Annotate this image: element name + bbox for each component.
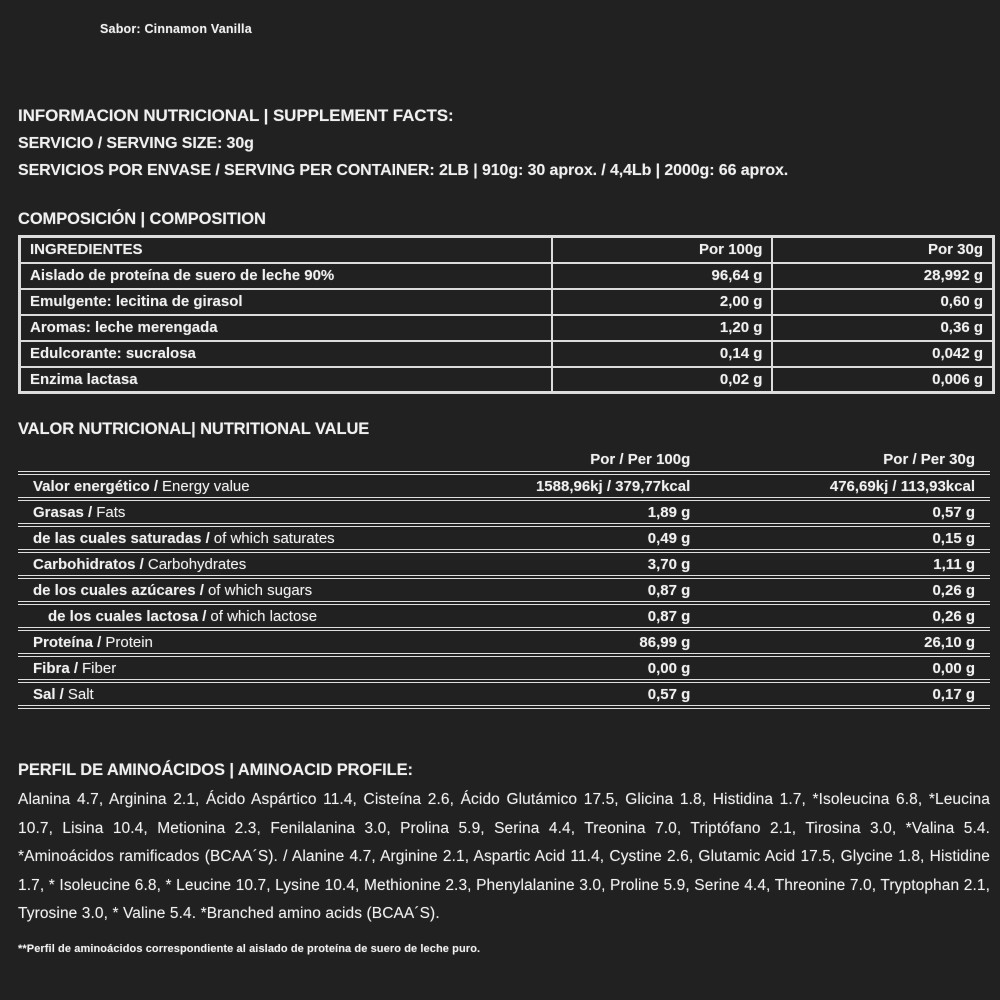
table-row (18, 499, 990, 525)
amino-profile-text: Alanina 4.7, Arginina 2.1, Ácido Aspártico 11.4, Cisteína 2.6, Ácido Glutámico 17.5, Glicina 1.8, Histidina 1.7, *Isoleucina 6.8, *Leucina 10.7, Lisina 10.4, Metionina 2.3, Fenilalanina 3.0, Prolina 5.9, Serina 4.4, Treonina 7.0, Triptófano 2.1, Tirosina 3.0, *Valina 5.4. *Aminoácidos ramificados (BCAA´S). / Alanine 4.7, Arginine 2.1, Aspartic Acid 11.4, Cystine 2.6, Glutamic Acid 17.5, Glycine 1.8, Histidine 1.7, * Isoleucine 6.8, * Leucine 10.7, Lysine 10.4, Methionine 2.3, Phenylalanine 3.0, Proline 5.9, Serine 4.4, Threonine 7.0, Tryptophan 2.1, Tyrosine 3.0, * Valine 5.4. *Branched amino acids (BCAA´S). (18, 791, 990, 922)
ingredient-per100: 0,14 g (552, 341, 772, 367)
nutrient-per100: 0,87 g (455, 577, 702, 603)
nutrient-per30: 0,15 g (702, 525, 990, 551)
nutrient-per100: 1,89 g (455, 499, 702, 525)
ingredient-name: Aislado de proteína de suero de leche 90% (20, 263, 553, 289)
per-100g-header: Por 100g (552, 237, 772, 263)
nutrient-name-en: Fiber (82, 659, 117, 677)
table-row (20, 341, 994, 367)
table-row (18, 551, 990, 577)
supplement-facts-title: INFORMACION NUTRICIONAL | SUPPLEMENT FACTS: (18, 106, 454, 125)
table-row (18, 629, 990, 655)
nutrient-per100: 0,87 g (455, 603, 702, 629)
per-30g-header: Por 30g (772, 237, 993, 263)
ingredient-name: Emulgente: lecitina de girasol (20, 289, 553, 315)
nutrient-name-en: Salt (67, 685, 94, 703)
ingredient-per100: 0,02 g (552, 367, 772, 393)
serving-size-line: SERVICIO / SERVING SIZE: 30g (18, 135, 254, 152)
nutrient-per100: 1588,96kj / 379,77kcal (455, 473, 702, 499)
nutrient-per30: 26,10 g (702, 629, 990, 655)
nutrient-per30: 0,26 g (702, 603, 990, 629)
nutrient-per30: 1,11 g (702, 551, 990, 577)
nutritional-value-table (18, 447, 990, 709)
nutrient-name-en: Fats (96, 503, 126, 521)
table-row (20, 315, 994, 341)
nutrient-per30: 0,57 g (702, 499, 990, 525)
flavor-line: Sabor: Cinnamon Vanilla (100, 22, 252, 36)
table-row (18, 525, 990, 551)
nutrient-name-es: de los cuales lactosa / (48, 607, 207, 625)
nutrient-per30: 476,69kj / 113,93kcal (702, 473, 990, 499)
nutrient-name-es: Valor energético / (33, 477, 159, 495)
nutrient-name-en: Carbohydrates (147, 555, 247, 573)
per-30g-header: Por / Per 30g (702, 447, 990, 473)
servings-per-container-line: SERVICIOS POR ENVASE / SERVING PER CONTAINER: 2LB | 910g: 30 aprox. / 4,4Lb | 2000g: 66 aprox. (18, 162, 789, 179)
ingredient-name: Aromas: leche merengada (20, 315, 553, 341)
nutrient-name-en: of which lactose (210, 607, 318, 625)
table-row (20, 367, 994, 393)
nutrient-per30: 0,26 g (702, 577, 990, 603)
nutrient-per100: 0,49 g (455, 525, 702, 551)
amino-profile-title: PERFIL DE AMINOÁCIDOS | AMINOACID PROFILE: (18, 761, 413, 779)
ingredient-per100: 2,00 g (552, 289, 772, 315)
per-100g-header: Por / Per 100g (455, 447, 702, 473)
nutrient-per100: 86,99 g (455, 629, 702, 655)
table-row (18, 603, 990, 629)
nutrient-name-en: Protein (105, 633, 153, 651)
composition-header-row (20, 237, 994, 263)
table-row (18, 577, 990, 603)
ingredient-per30: 0,006 g (772, 367, 993, 393)
nutrient-name-es: Proteína / (33, 633, 102, 651)
nutrient-name-en: of which sugars (207, 581, 313, 599)
nutrient-per30: 0,17 g (702, 681, 990, 707)
nutrient-per100: 3,70 g (455, 551, 702, 577)
nutrient-name-es: de las cuales saturadas / (33, 529, 210, 547)
table-row (20, 263, 994, 289)
ingredient-name: Enzima lactasa (20, 367, 553, 393)
nutrient-name-es: Fibra / (33, 659, 79, 677)
supplement-facts-section (18, 106, 990, 180)
amino-footnote: **Perfil de aminoácidos correspondiente al aislado de proteína de suero de leche puro. (18, 942, 481, 955)
ingredient-per30: 28,992 g (772, 263, 993, 289)
nutrient-name-en: Energy value (162, 477, 250, 495)
nutrient-per100: 0,57 g (455, 681, 702, 707)
table-row (18, 473, 990, 499)
composition-table (18, 235, 995, 394)
amino-acid-section (18, 761, 990, 955)
ingredient-per100: 96,64 g (552, 263, 772, 289)
nutrition-header-row (18, 447, 990, 473)
table-row (20, 289, 994, 315)
ingredient-per100: 1,20 g (552, 315, 772, 341)
nutrient-name-es: Carbohidratos / (33, 555, 144, 573)
table-row (18, 655, 990, 681)
ingredient-per30: 0,042 g (772, 341, 993, 367)
nutritional-value-title: VALOR NUTRICIONAL| NUTRITIONAL VALUE (18, 420, 370, 438)
empty-header-cell (18, 447, 455, 473)
nutrient-name-es: de los cuales azúcares / (33, 581, 204, 599)
nutrient-per100: 0,00 g (455, 655, 702, 681)
ingredients-header: INGREDIENTES (20, 237, 553, 263)
ingredient-per30: 0,60 g (772, 289, 993, 315)
nutrient-name-es: Grasas / (33, 503, 93, 521)
nutrient-name-en: of which saturates (213, 529, 335, 547)
ingredient-per30: 0,36 g (772, 315, 993, 341)
composition-title: COMPOSICIÓN | COMPOSITION (18, 210, 266, 228)
nutrient-per30: 0,00 g (702, 655, 990, 681)
ingredient-name: Edulcorante: sucralosa (20, 341, 553, 367)
table-row (18, 681, 990, 707)
nutrient-name-es: Sal / (33, 685, 64, 703)
